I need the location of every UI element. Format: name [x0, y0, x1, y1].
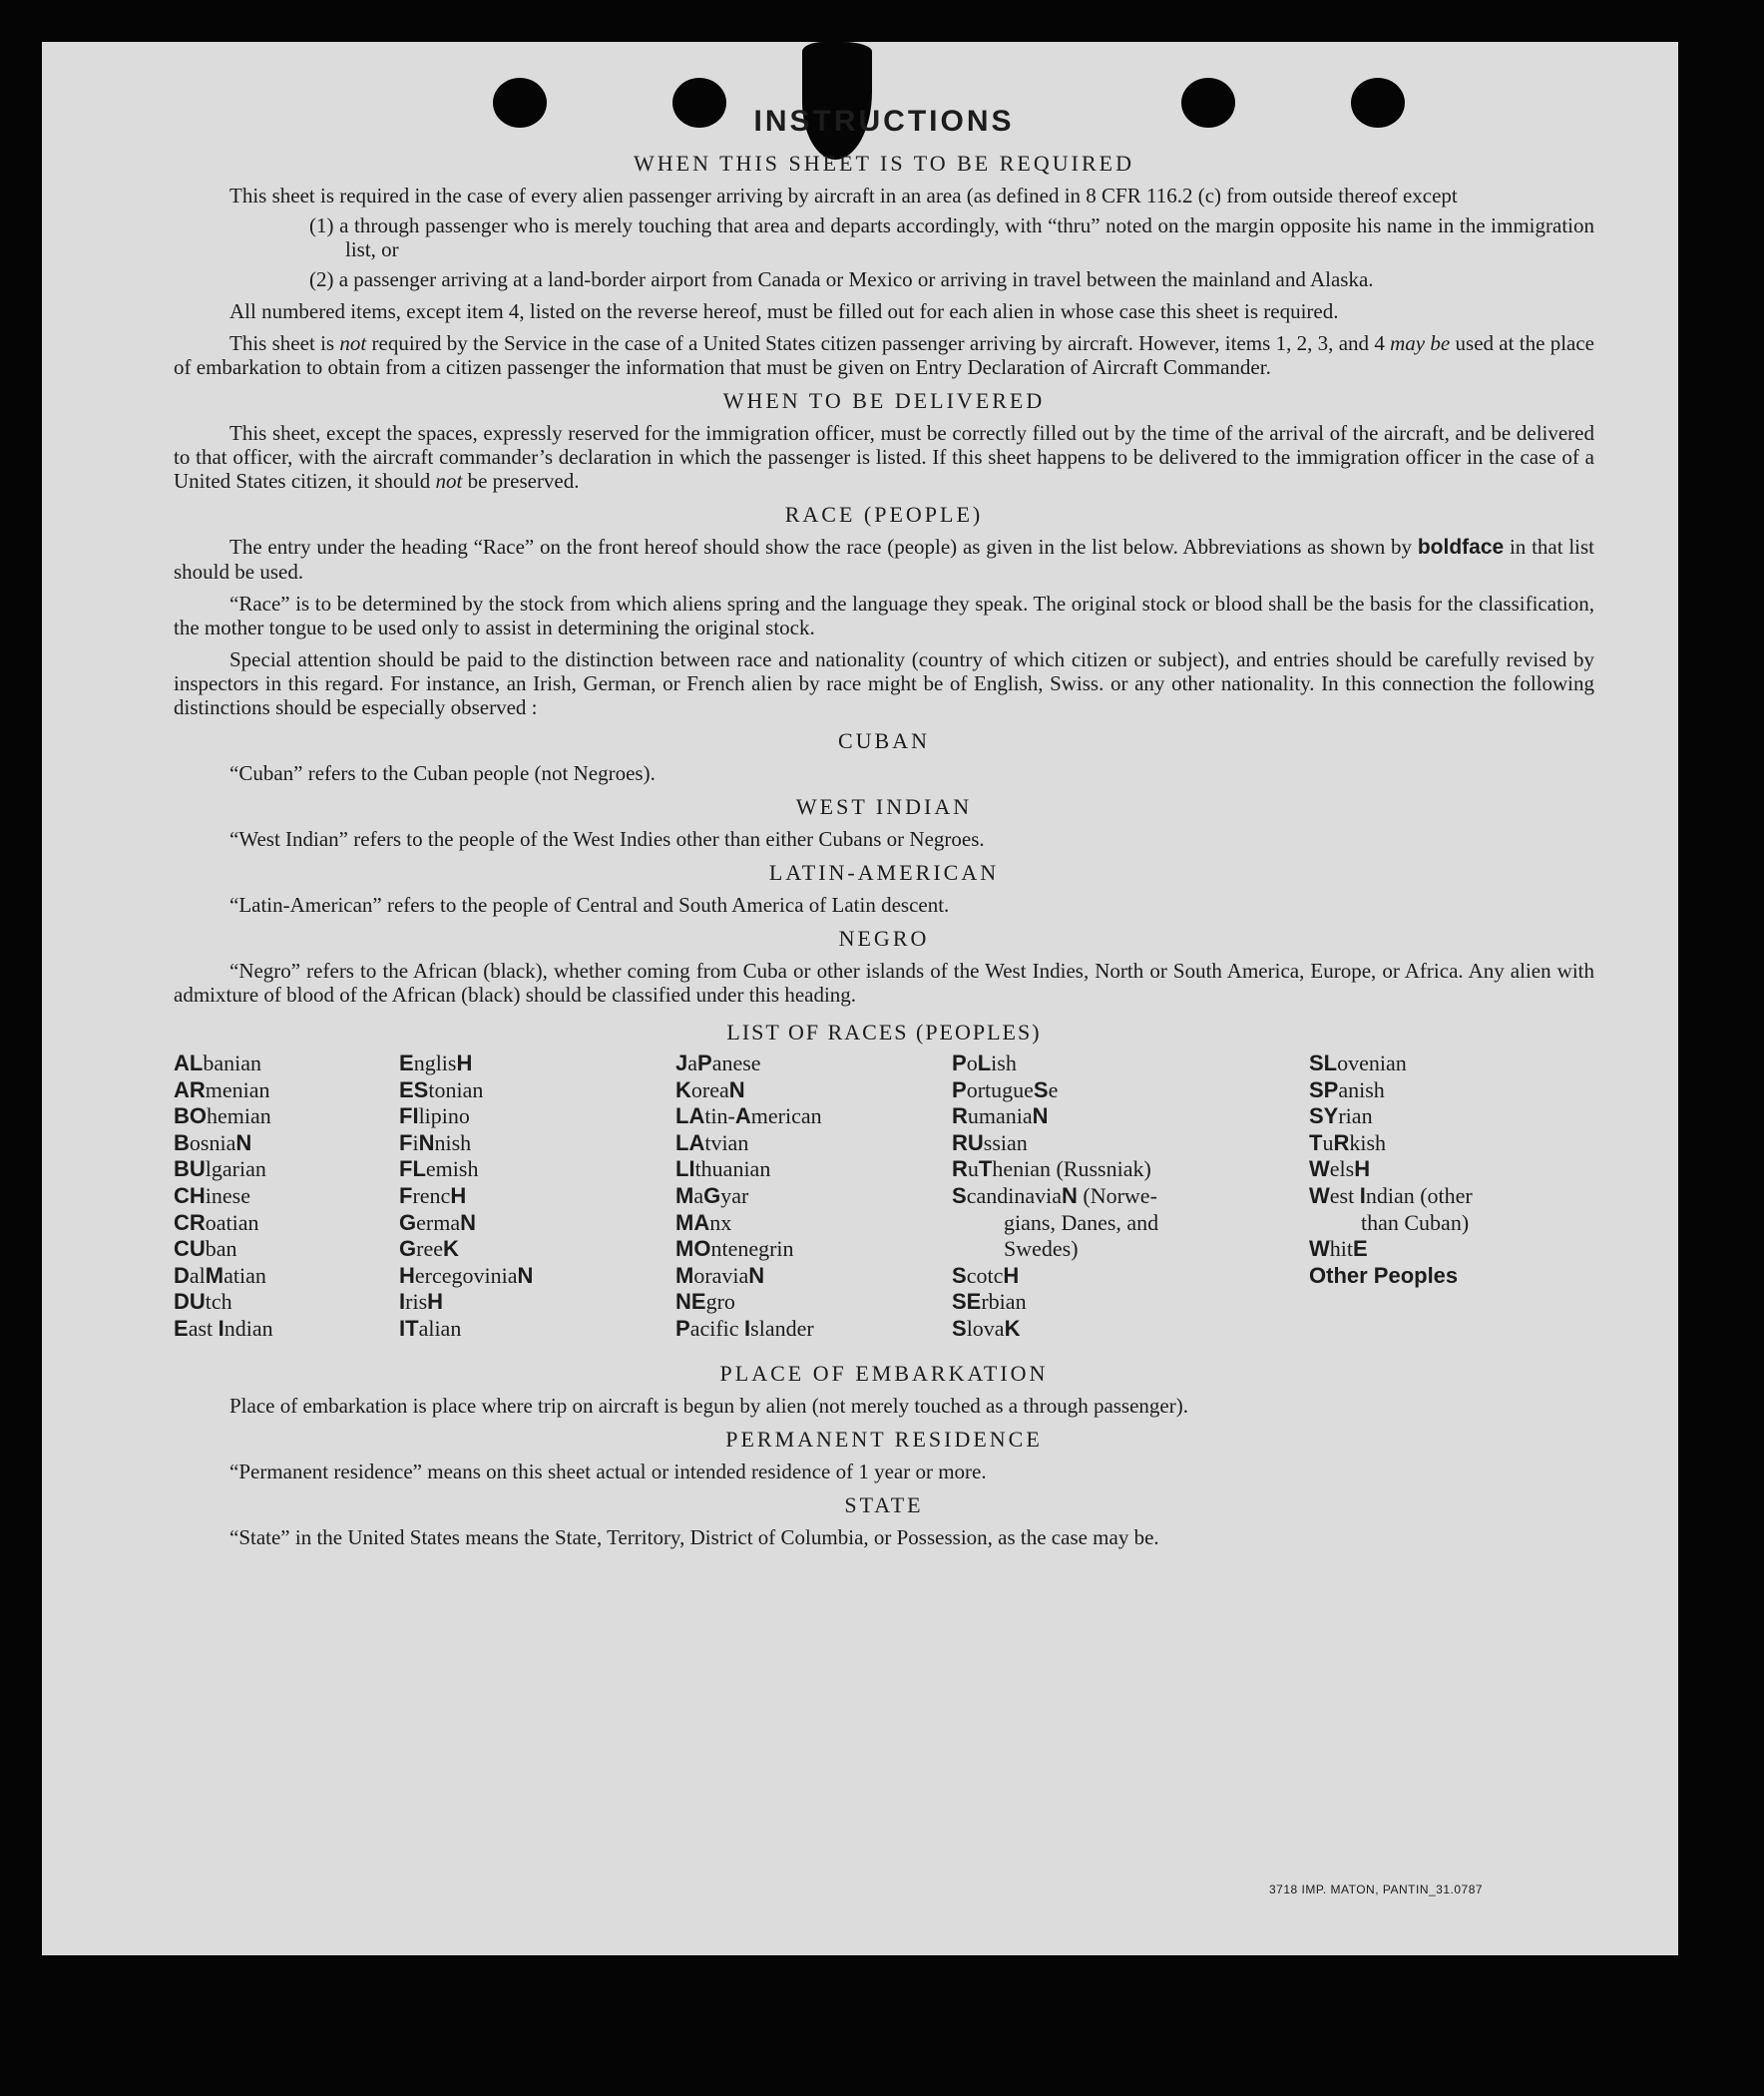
race-text: tvian	[704, 1129, 749, 1155]
race-text: nx	[709, 1209, 732, 1235]
race-entry	[399, 1130, 649, 1157]
race-entry	[675, 1050, 945, 1077]
race-abbreviation: J	[675, 1050, 688, 1075]
race-entry	[1309, 1103, 1594, 1130]
race-entry	[174, 1077, 393, 1104]
race-entry	[174, 1263, 393, 1290]
race-text: al	[189, 1262, 206, 1288]
race-text: rbian	[981, 1289, 1027, 1315]
race-entry	[399, 1263, 649, 1290]
race-text: emish	[425, 1156, 479, 1182]
race-text: ree	[416, 1236, 443, 1262]
race-entry	[399, 1236, 649, 1263]
race-entry	[675, 1289, 945, 1316]
paragraph-numbered-items: All numbered items, except item 4, listed on the reverse hereof, must be filled out for each alien in whose case this sheet is required.	[229, 299, 1339, 323]
race-abbreviation: S	[952, 1182, 967, 1208]
race-abbreviation: F	[399, 1129, 413, 1155]
race-abbreviation: P	[952, 1076, 967, 1102]
text: in that list should be used.	[174, 535, 1595, 584]
paragraph-embarkation: Place of embarkation is place where trip on aircraft is begun by alien (not merely touched as a through passenger).	[229, 1394, 1188, 1418]
race-abbreviation: K	[442, 1236, 459, 1262]
race-abbreviation: LI	[675, 1156, 695, 1182]
race-abbreviation: R	[952, 1156, 968, 1182]
heading-negro: NEGRO	[838, 926, 930, 951]
race-text: candinavia	[966, 1182, 1062, 1208]
race-text: erma	[416, 1209, 461, 1235]
race-text: acific	[689, 1315, 745, 1341]
race-text: i	[412, 1129, 419, 1155]
race-text: nglis	[413, 1050, 457, 1075]
race-text: ndian	[223, 1315, 273, 1341]
race-entry	[1309, 1156, 1594, 1183]
race-text: anese	[711, 1050, 761, 1075]
instructions-content	[174, 102, 1594, 1549]
heading-race: RACE (PEOPLE)	[784, 502, 984, 527]
race-text: merican	[750, 1103, 822, 1129]
race-text: tin-	[704, 1103, 735, 1129]
paragraph-west-indian: “West Indian” refers to the people of the West Indies other than either Cubans or Negroes.	[229, 827, 985, 851]
race-abbreviation: E	[399, 1050, 414, 1075]
race-text: atian	[223, 1262, 266, 1288]
race-entry	[1309, 1077, 1594, 1104]
exception-item-2: (2) a passenger arriving at a land-border airport from Canada or Mexico or arriving in travel between the mainland and Alaska.	[309, 267, 1374, 291]
race-abbreviation: L	[977, 1050, 992, 1075]
race-abbreviation: S	[1033, 1076, 1049, 1102]
race-column-4	[952, 1050, 1251, 1343]
paragraph-state: “State” in the United States means the State, Territory, District of Columbia, or Possession, as the case may be.	[229, 1525, 1159, 1549]
race-text: est	[1329, 1182, 1360, 1208]
race-entry	[952, 1050, 1251, 1077]
race-text: inese	[205, 1182, 250, 1208]
race-abbreviation: N	[517, 1262, 534, 1288]
race-entry	[174, 1316, 393, 1343]
emphasis-may-be: may be	[1390, 331, 1451, 355]
race-entry	[952, 1316, 1251, 1343]
race-text: ast	[188, 1315, 219, 1341]
race-abbreviation: BU	[174, 1156, 206, 1182]
race-entry	[174, 1289, 393, 1316]
race-text: (Norwe-	[1077, 1182, 1157, 1208]
race-entry	[952, 1156, 1251, 1183]
race-text: tch	[205, 1289, 232, 1315]
race-entry	[399, 1289, 649, 1316]
race-entry	[675, 1183, 945, 1210]
race-text: kish	[1349, 1129, 1387, 1155]
heading-state: STATE	[844, 1492, 924, 1517]
paragraph-permanent-residence: “Permanent residence” means on this sheet actual or intended residence of 1 year or more.	[229, 1460, 987, 1483]
race-column-1	[174, 1050, 393, 1343]
race-abbreviation: W	[1309, 1156, 1330, 1182]
race-abbreviation: H	[456, 1050, 473, 1075]
race-abbreviation: P	[697, 1050, 712, 1075]
race-text: alian	[418, 1315, 462, 1341]
race-abbreviation: H	[427, 1289, 444, 1315]
race-abbreviation: S	[952, 1262, 967, 1288]
race-abbreviation: M	[675, 1262, 694, 1288]
paragraph-race-2: “Race” is to be determined by the stock from which aliens spring and the language they speak. The original stock or blood shall be the basis for the classification, the mother tongue to be used only to assist in determining the original stock.	[174, 592, 1594, 639]
text: be preserved.	[462, 469, 580, 493]
race-text: hemian	[207, 1103, 271, 1129]
race-text: yar	[720, 1182, 749, 1208]
heading-delivered: WHEN TO BE DELIVERED	[722, 388, 1046, 413]
race-text: thuanian	[694, 1156, 771, 1182]
race-text: u	[1322, 1129, 1334, 1155]
race-abbreviation: N	[1032, 1103, 1049, 1129]
race-entry	[675, 1263, 945, 1290]
race-abbreviation: K	[675, 1076, 691, 1102]
race-abbreviation: H	[399, 1262, 415, 1288]
race-abbreviation: MA	[675, 1209, 710, 1235]
race-text: ban	[205, 1236, 237, 1262]
race-entry	[399, 1183, 649, 1210]
race-entry	[1309, 1210, 1594, 1237]
race-text: ercegovinia	[414, 1262, 518, 1288]
race-abbreviation: T	[978, 1156, 993, 1182]
race-abbreviation: E	[1353, 1236, 1368, 1262]
race-abbreviation: DU	[174, 1289, 206, 1315]
race-text: oatian	[205, 1209, 259, 1235]
race-abbreviation: W	[1309, 1236, 1330, 1262]
race-entry	[174, 1050, 393, 1077]
race-text: o	[966, 1050, 978, 1075]
paragraph-race-1	[174, 535, 1594, 584]
text: used at the place of embarkation to obtain from a citizen passenger the information that must be given on Entry Declaration of Aircraft Commander.	[174, 331, 1595, 379]
race-entry	[1309, 1183, 1594, 1210]
race-abbreviation: SP	[1309, 1076, 1339, 1102]
race-abbreviation: M	[205, 1262, 224, 1288]
race-entry	[952, 1103, 1251, 1130]
race-entry	[675, 1236, 945, 1263]
race-text: a	[687, 1050, 698, 1075]
paragraph-not-required	[174, 331, 1594, 379]
race-abbreviation: N	[418, 1129, 435, 1155]
emphasis-not: not	[339, 331, 367, 355]
race-abbreviation: H	[1354, 1156, 1371, 1182]
race-text: than Cuban)	[1361, 1209, 1470, 1235]
race-abbreviation: AR	[174, 1076, 206, 1102]
race-text: banian	[203, 1050, 261, 1075]
race-abbreviation: K	[1004, 1315, 1021, 1341]
race-abbreviation: N	[1061, 1182, 1078, 1208]
race-text: nish	[434, 1129, 472, 1155]
race-text: u	[967, 1156, 979, 1182]
race-abbreviation: G	[703, 1182, 721, 1208]
race-entry	[174, 1183, 393, 1210]
race-abbreviation: R	[952, 1103, 968, 1129]
race-entry	[174, 1156, 393, 1183]
race-abbreviation: Other Peoples	[1309, 1262, 1459, 1288]
race-text: hit	[1329, 1236, 1353, 1262]
race-text: slander	[750, 1315, 814, 1341]
race-text: e	[1048, 1076, 1059, 1102]
race-text: osnia	[189, 1129, 236, 1155]
race-text: ish	[991, 1050, 1017, 1075]
text: required by the Service in the case of a United States citizen passenger arriving by aircraft. However, items 1, 2, 3, and 4	[366, 331, 1391, 355]
race-abbreviation: FI	[399, 1103, 419, 1129]
race-abbreviation: H	[450, 1182, 467, 1208]
race-entry	[952, 1130, 1251, 1157]
race-text: ndian (other	[1365, 1182, 1473, 1208]
race-text: lova	[966, 1315, 1005, 1341]
race-text: cotc	[966, 1262, 1004, 1288]
race-abbreviation: D	[174, 1262, 190, 1288]
race-abbreviation: CR	[174, 1209, 206, 1235]
race-entry	[675, 1316, 945, 1343]
race-entry	[1309, 1130, 1594, 1157]
race-column-5	[1309, 1050, 1594, 1289]
race-text: renc	[412, 1182, 451, 1208]
race-text: tonian	[428, 1076, 484, 1102]
race-abbreviation: M	[675, 1182, 694, 1208]
text: This sheet, except the spaces, expressly reserved for the immigration officer, must be correctly filled out by the time of the arrival of the aircraft, and be delivered to that officer, with the aircraft commander’s declaration in which the passenger is listed. If this sheet happens to be delivered to the immigration officer in the case of a United States citizen, it should	[174, 421, 1594, 493]
document-sheet	[42, 42, 1678, 1955]
heading-required: WHEN THIS SHEET IS TO BE REQUIRED	[634, 151, 1134, 176]
race-entry	[952, 1236, 1251, 1263]
race-abbreviation: A	[734, 1103, 751, 1129]
race-abbreviation: G	[399, 1236, 417, 1262]
race-text: ntenegrin	[710, 1236, 794, 1262]
race-abbreviation: P	[952, 1050, 967, 1075]
paragraph-delivered	[174, 421, 1594, 493]
race-entry	[952, 1183, 1251, 1210]
race-text: oravia	[693, 1262, 749, 1288]
race-entry	[675, 1103, 945, 1130]
race-entry	[174, 1130, 393, 1157]
paragraph-required-intro: This sheet is required in the case of every alien passenger arriving by aircraft in an area (as defined in 8 CFR 116.2 (c) from outside thereof except	[229, 184, 1458, 208]
race-entry	[1309, 1236, 1594, 1263]
race-text: anish	[1338, 1076, 1385, 1102]
race-text: ris	[405, 1289, 428, 1315]
exception-item-1: (1) a through passenger who is merely touching that area and departs accordingly, with “thru” noted on the margin opposite his name in the immigration list, or	[309, 213, 1594, 261]
heading-cuban: CUBAN	[837, 728, 930, 753]
race-abbreviation: CH	[174, 1182, 206, 1208]
race-text: rian	[1338, 1103, 1373, 1129]
race-entry	[952, 1263, 1251, 1290]
race-abbreviation: AL	[174, 1050, 204, 1075]
text: The entry under the heading “Race” on the front hereof should show the race (people) as given in the list below. Abbreviations as shown by	[229, 535, 1418, 559]
race-text: umania	[967, 1103, 1033, 1129]
race-column-3	[675, 1050, 945, 1343]
race-text: ortugue	[966, 1076, 1034, 1102]
race-entry	[675, 1156, 945, 1183]
race-entry	[399, 1050, 649, 1077]
race-abbreviation: H	[1003, 1262, 1020, 1288]
race-abbreviation: T	[1309, 1129, 1323, 1155]
race-entry	[1309, 1263, 1594, 1290]
race-text: menian	[205, 1076, 270, 1102]
race-abbreviation: CU	[174, 1236, 206, 1262]
race-abbreviation: I	[399, 1289, 406, 1315]
race-abbreviation: I	[744, 1315, 751, 1341]
race-abbreviation: LA	[675, 1129, 705, 1155]
paragraph-cuban: “Cuban” refers to the Cuban people (not Negroes).	[229, 761, 656, 785]
race-abbreviation: N	[748, 1262, 765, 1288]
race-column-2	[399, 1050, 649, 1343]
race-abbreviation: FL	[399, 1156, 426, 1182]
heading-embarkation: PLACE OF EMBARKATION	[719, 1361, 1049, 1386]
race-abbreviation: IT	[399, 1315, 419, 1341]
race-entry	[399, 1103, 649, 1130]
race-abbreviation: LA	[675, 1103, 705, 1129]
race-abbreviation: RU	[952, 1129, 984, 1155]
race-entry	[952, 1077, 1251, 1104]
race-entry	[675, 1210, 945, 1237]
race-abbreviation: N	[728, 1076, 745, 1102]
race-abbreviation: ES	[399, 1076, 429, 1102]
heading-permanent-residence: PERMANENT RESIDENCE	[725, 1427, 1043, 1452]
race-text: ssian	[983, 1129, 1028, 1155]
race-entry	[952, 1210, 1251, 1237]
race-abbreviation: I	[1359, 1182, 1366, 1208]
race-text: lgarian	[205, 1156, 266, 1182]
race-abbreviation: SY	[1309, 1103, 1339, 1129]
race-abbreviation: R	[1333, 1129, 1350, 1155]
race-entry	[174, 1103, 393, 1130]
race-entry	[399, 1077, 649, 1104]
race-abbreviation: I	[218, 1315, 224, 1341]
heading-west-indian: WEST INDIAN	[795, 794, 973, 819]
paragraph-race-3: Special attention should be paid to the distinction between race and nationality (country of which citizen or subject), and entries should be carefully revised by inspectors in this regard. For instance, an Irish, German, or French alien by race might be of English, Swiss. or any other nationality. In this connection the following distinctions should be especially observed :	[174, 647, 1594, 719]
race-abbreviation: G	[399, 1209, 417, 1235]
race-entry	[675, 1130, 945, 1157]
paragraph-negro: “Negro” refers to the African (black), whether coming from Cuba or other islands of the West Indies, North or South America, Europe, or Africa. Any alien with admixture of blood of the African (black) should be classified under this heading.	[174, 959, 1594, 1007]
race-entry	[399, 1210, 649, 1237]
race-abbreviation: SL	[1309, 1050, 1338, 1075]
race-abbreviation: B	[174, 1129, 190, 1155]
race-entry	[174, 1236, 393, 1263]
race-text: gians, Danes, and	[1004, 1209, 1159, 1235]
race-text: ovenian	[1337, 1050, 1407, 1075]
race-abbreviation: P	[675, 1315, 690, 1341]
race-text: a	[693, 1182, 704, 1208]
race-text: lipino	[418, 1103, 470, 1129]
race-abbreviation: E	[174, 1315, 189, 1341]
race-abbreviation: SE	[952, 1289, 982, 1315]
emphasis-not: not	[435, 469, 463, 493]
heading-list-of-races: LIST OF RACES (PEOPLES)	[726, 1020, 1042, 1045]
race-entry	[174, 1210, 393, 1237]
race-entry	[675, 1077, 945, 1104]
text: This sheet is	[229, 331, 340, 355]
race-abbreviation: N	[235, 1129, 252, 1155]
race-abbreviation: N	[460, 1209, 476, 1235]
boldface-word: boldface	[1417, 536, 1505, 559]
race-text: orea	[690, 1076, 729, 1102]
race-abbreviation: F	[399, 1182, 413, 1208]
race-entry	[1309, 1050, 1594, 1077]
race-text: Swedes)	[1004, 1236, 1079, 1262]
race-abbreviation: MO	[675, 1236, 711, 1262]
race-list	[174, 1050, 1594, 1352]
race-entry	[399, 1156, 649, 1183]
race-entry	[399, 1316, 649, 1343]
paragraph-latin-american: “Latin-American” refers to the people of Central and South America of Latin descent.	[229, 893, 950, 917]
race-entry	[952, 1289, 1251, 1316]
race-text: els	[1329, 1156, 1355, 1182]
race-text: gro	[705, 1289, 735, 1315]
race-abbreviation: S	[952, 1315, 967, 1341]
race-text: henian (Russniak)	[992, 1156, 1151, 1182]
race-abbreviation: W	[1309, 1182, 1330, 1208]
page-title: INSTRUCTIONS	[753, 105, 1015, 138]
race-abbreviation: BO	[174, 1103, 207, 1129]
heading-latin-american: LATIN-AMERICAN	[768, 860, 1000, 885]
race-abbreviation: NE	[675, 1289, 706, 1315]
printer-imprint: 3718 IMP. MATON, PANTIN_31.0787	[1269, 1883, 1484, 1896]
